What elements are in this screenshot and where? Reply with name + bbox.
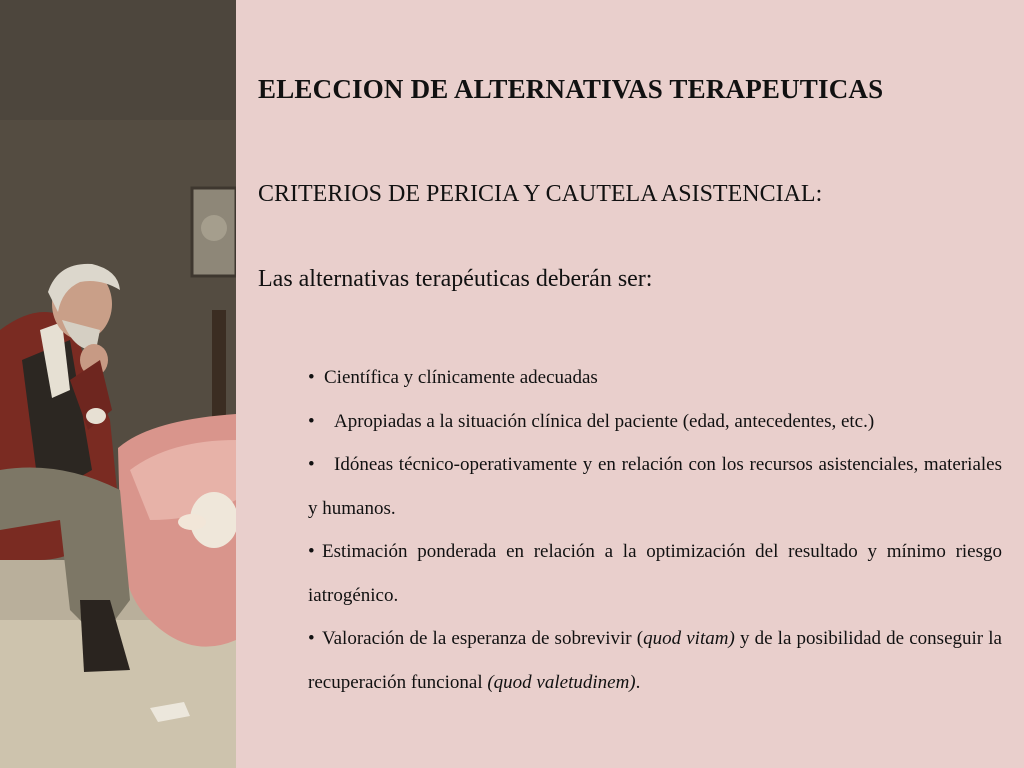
bullet-italic-text: (quod valetudinem) bbox=[487, 671, 636, 693]
criteria-list bbox=[308, 356, 1002, 704]
bullet-text-part: Valoración de la esperanza de sobrevivir ( bbox=[322, 628, 644, 649]
painting-illustration bbox=[0, 0, 236, 768]
painting-image bbox=[0, 0, 236, 768]
bullet-text-part: . bbox=[635, 671, 641, 693]
bullet-icon: • bbox=[308, 628, 315, 649]
bullet-text: Estimación ponderada en relación a la optimización del resultado y mínimo riesgo iatrogénico. bbox=[308, 541, 1002, 606]
lead-text: Las alternativas terapéuticas deberán ser: bbox=[258, 266, 653, 292]
bullet-icon: • bbox=[308, 541, 315, 562]
bullet-italic-text: quod vitam) bbox=[643, 628, 735, 649]
slide-subtitle: CRITERIOS DE PERICIA Y CAUTELA ASISTENCIAL: bbox=[258, 181, 823, 207]
list-item bbox=[308, 356, 1002, 400]
list-item bbox=[308, 443, 1002, 530]
bullet-icon: • bbox=[308, 367, 315, 388]
bullet-icon: • bbox=[308, 410, 315, 432]
bullet-text: Apropiadas a la situación clínica del paciente (edad, antecedentes, etc.) bbox=[334, 410, 875, 432]
list-item bbox=[308, 530, 1002, 617]
bullet-text: Idóneas técnico-operativamente y en relación con los recursos asistenciales, materiales y humanos. bbox=[308, 454, 1002, 519]
slide-title: ELECCION DE ALTERNATIVAS TERAPEUTICAS bbox=[258, 74, 884, 104]
bullet-icon: • bbox=[308, 454, 315, 475]
bullet-text-part: y de la posibilidad de conseguir la recuperación funcional bbox=[308, 628, 1002, 693]
list-item bbox=[308, 617, 1002, 704]
list-item bbox=[308, 400, 1002, 444]
bullet-text: Científica y clínicamente adecuadas bbox=[324, 367, 598, 388]
